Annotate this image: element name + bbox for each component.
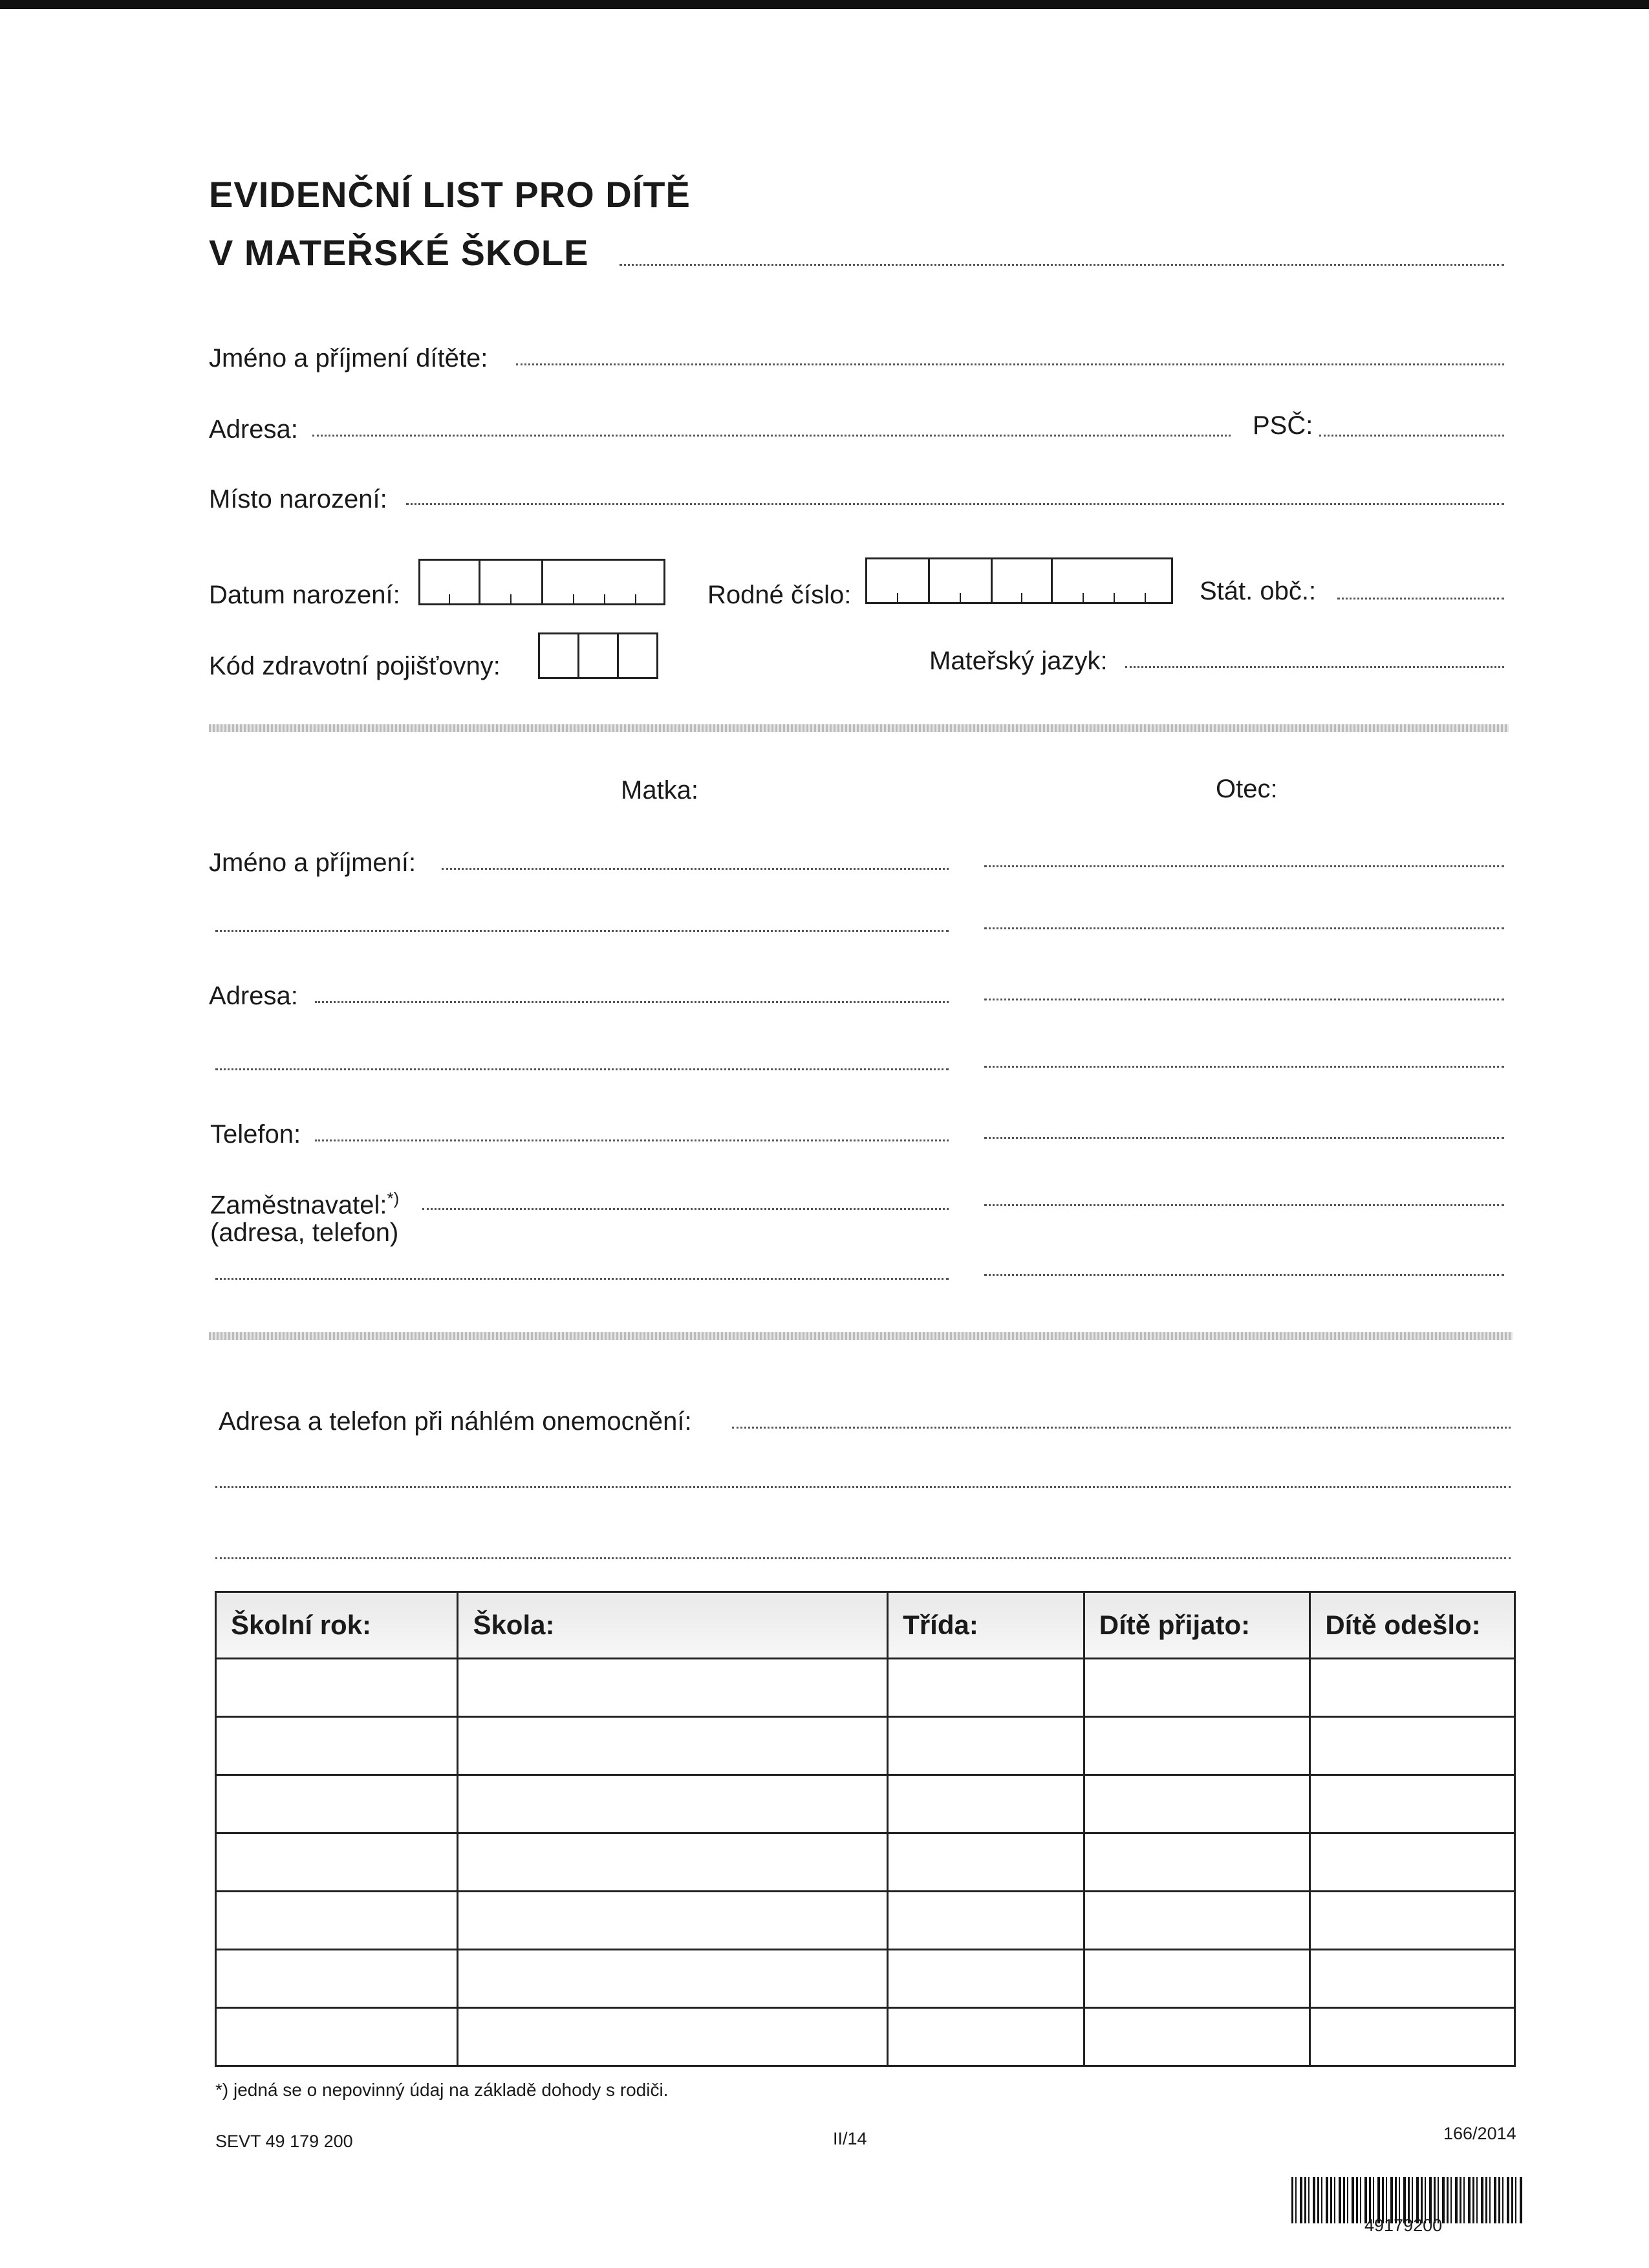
parent-employer-label: [210, 1189, 399, 1220]
mother-name-field[interactable]: [442, 868, 949, 870]
mother-address-field[interactable]: [315, 1001, 949, 1003]
emergency-field[interactable]: [732, 1427, 1511, 1429]
table-cell[interactable]: [888, 1659, 1084, 1717]
form-code-right: 166/2014: [1443, 2124, 1516, 2143]
table-cell[interactable]: [1084, 1833, 1310, 1892]
child-address-label: Adresa:: [209, 415, 298, 444]
parent-address-label: Adresa:: [209, 982, 298, 1010]
child-name-label: Jméno a příjmení dítěte:: [209, 344, 488, 373]
mother-name-field-2[interactable]: [215, 930, 949, 932]
birth-number-label: Rodné číslo:: [707, 581, 852, 609]
table-cell[interactable]: [1310, 1950, 1515, 2008]
column-header-class: Třída:: [888, 1592, 1084, 1659]
table-cell[interactable]: [458, 1833, 888, 1892]
form-code-left: SEVT 49 179 200: [215, 2132, 353, 2151]
table-cell[interactable]: [888, 1833, 1084, 1892]
column-header-admitted: Dítě přijato:: [1084, 1592, 1310, 1659]
father-address-field-2[interactable]: [984, 1066, 1504, 1068]
table-cell[interactable]: [888, 1717, 1084, 1775]
table-cell[interactable]: [216, 2008, 458, 2066]
emergency-label: Adresa a telefon při náhlém onemocnění:: [219, 1407, 692, 1436]
birthplace-field[interactable]: [406, 503, 1504, 505]
table-row: [216, 2008, 1515, 2066]
language-field[interactable]: [1125, 666, 1504, 668]
table-cell[interactable]: [458, 1950, 888, 2008]
table-cell[interactable]: [1084, 1775, 1310, 1833]
father-heading: Otec:: [1216, 775, 1278, 803]
table-row: [216, 1659, 1515, 1717]
table-cell[interactable]: [888, 1775, 1084, 1833]
mother-phone-field[interactable]: [315, 1139, 949, 1141]
mother-employer-field-2[interactable]: [215, 1278, 949, 1280]
parent-employer-sublabel: (adresa, telefon): [210, 1218, 399, 1247]
section-divider-2: [209, 1332, 1513, 1340]
language-label: Mateřský jazyk:: [929, 647, 1108, 675]
table-cell[interactable]: [458, 1659, 888, 1717]
table-cell[interactable]: [216, 1833, 458, 1892]
table-cell[interactable]: [1084, 1717, 1310, 1775]
table-cell[interactable]: [1310, 1892, 1515, 1950]
table-cell[interactable]: [1310, 1717, 1515, 1775]
table-cell[interactable]: [1084, 1659, 1310, 1717]
column-header-left: Dítě odešlo:: [1310, 1592, 1515, 1659]
table-cell[interactable]: [1310, 1775, 1515, 1833]
father-employer-field[interactable]: [984, 1204, 1504, 1206]
mother-employer-field[interactable]: [422, 1208, 949, 1210]
table-cell[interactable]: [1084, 1892, 1310, 1950]
table-cell[interactable]: [888, 2008, 1084, 2066]
table-cell[interactable]: [216, 1717, 458, 1775]
father-name-field[interactable]: [984, 865, 1504, 867]
form-title-line2: V MATEŘSKÉ ŠKOLE: [209, 232, 589, 273]
citizenship-field[interactable]: [1337, 598, 1504, 599]
father-name-field-2[interactable]: [984, 927, 1504, 929]
birthplace-label: Místo narození:: [209, 485, 387, 513]
table-row: [216, 1892, 1515, 1950]
column-header-school-year: Školní rok:: [216, 1592, 458, 1659]
father-employer-field-2[interactable]: [984, 1274, 1504, 1276]
mother-heading: Matka:: [621, 776, 699, 805]
table-cell[interactable]: [1084, 2008, 1310, 2066]
school-history-table: [215, 1591, 1516, 2067]
table-cell[interactable]: [1310, 1659, 1515, 1717]
table-row: [216, 1950, 1515, 2008]
emergency-field-2[interactable]: [215, 1486, 1511, 1488]
table-row: [216, 1717, 1515, 1775]
father-phone-field[interactable]: [984, 1137, 1504, 1139]
citizenship-label: Stát. obč.:: [1200, 577, 1317, 605]
table-cell[interactable]: [216, 1659, 458, 1717]
form-title-line1: EVIDENČNÍ LIST PRO DÍTĚ: [209, 174, 691, 215]
table-cell[interactable]: [1084, 1950, 1310, 2008]
child-name-field[interactable]: [516, 363, 1504, 365]
table-cell[interactable]: [1310, 1833, 1515, 1892]
employer-label-text: Zaměstnavatel:: [210, 1191, 387, 1220]
scan-edge: [0, 0, 1649, 9]
table-row: [216, 1833, 1515, 1892]
school-name-line[interactable]: [620, 264, 1504, 266]
section-divider: [209, 724, 1509, 732]
footnote: *) jedná se o nepovinný údaj na základě dohody s rodiči.: [215, 2080, 669, 2100]
table-cell[interactable]: [888, 1892, 1084, 1950]
table-cell[interactable]: [458, 2008, 888, 2066]
insurance-label: Kód zdravotní pojišťovny:: [209, 652, 501, 680]
table-cell[interactable]: [216, 1950, 458, 2008]
table-cell[interactable]: [458, 1717, 888, 1775]
psc-field[interactable]: [1319, 435, 1504, 437]
psc-label: PSČ:: [1253, 411, 1313, 440]
mother-address-field-2[interactable]: [215, 1068, 949, 1070]
parent-name-label: Jméno a příjmení:: [209, 848, 416, 877]
table-cell[interactable]: [216, 1892, 458, 1950]
table-header-row: [216, 1592, 1515, 1659]
emergency-field-3[interactable]: [215, 1557, 1511, 1559]
table-cell[interactable]: [216, 1775, 458, 1833]
table-cell[interactable]: [458, 1892, 888, 1950]
table-cell[interactable]: [888, 1950, 1084, 2008]
barcode-number: 49179200: [1364, 2216, 1443, 2235]
birthdate-label: Datum narození:: [209, 581, 400, 609]
table-cell[interactable]: [1310, 2008, 1515, 2066]
father-address-field[interactable]: [984, 999, 1504, 1000]
form-code-center: II/14: [833, 2129, 867, 2148]
table-row: [216, 1775, 1515, 1833]
table-cell[interactable]: [458, 1775, 888, 1833]
column-header-school: Škola:: [458, 1592, 888, 1659]
parent-phone-label: Telefon:: [210, 1120, 301, 1149]
child-address-field[interactable]: [312, 435, 1231, 437]
employer-footnote-mark: *): [387, 1189, 400, 1208]
